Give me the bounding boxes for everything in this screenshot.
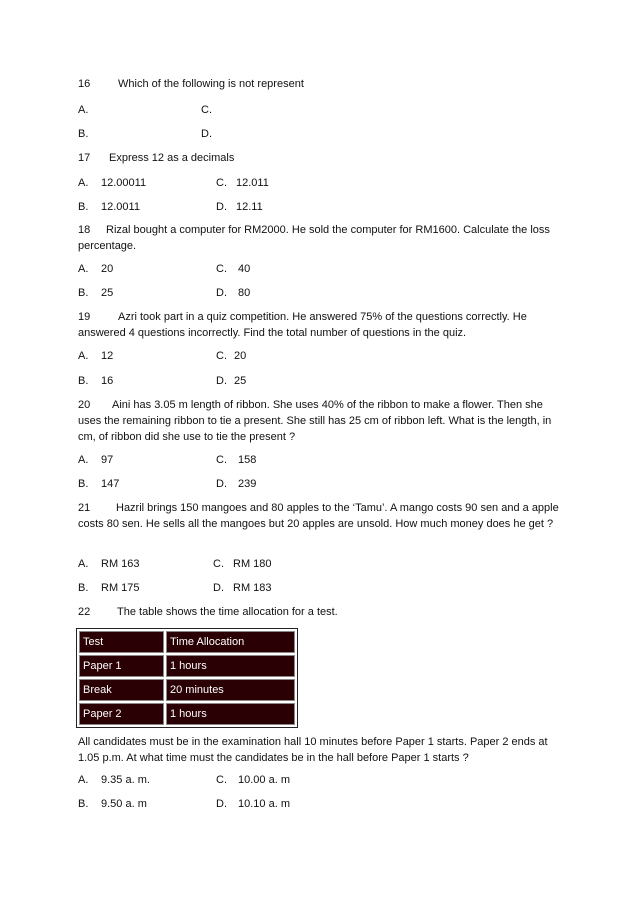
q17-option-c: 12.011 (236, 177, 269, 189)
q21-option-c: RM 180 (233, 558, 272, 570)
q17-text: Express 12 as a decimals (109, 152, 235, 164)
q22-letter-c: C. (216, 774, 227, 786)
q16-text: Which of the following is not represent (118, 78, 304, 90)
q16-letter-a: A. (78, 104, 89, 116)
q21-letter-c: C. (213, 558, 224, 570)
q18-number: 18 (78, 224, 91, 236)
q19-option-c: 20 (234, 350, 247, 362)
q20-letter-a: A. (78, 454, 89, 466)
q19-option-a: 12 (101, 350, 114, 362)
q19-option-d: 25 (234, 375, 247, 387)
q18-letter-c: C. (216, 263, 227, 275)
q22-letter-a: A. (78, 774, 89, 786)
table-cell: Time Allocation (166, 631, 295, 653)
q22-text: The table shows the time allocation for a test. (117, 606, 338, 618)
q18-option-c: 40 (238, 263, 251, 275)
q19-number: 19 (78, 311, 91, 323)
q22-after-table-text: All candidates must be in the examination hall 10 minutes before Paper 1 starts. Paper 2 ends at 1.05 p.m. At what time must the candidates be in the hall before Paper 1 starts ? (78, 736, 548, 764)
q16-letter-d: D. (201, 128, 212, 140)
q22-letter-d: D. (216, 798, 227, 810)
q19-letter-a: A. (78, 350, 89, 362)
table-row (79, 631, 295, 653)
q20-option-d: 239 (238, 478, 257, 490)
q20-option-b: 147 (101, 478, 120, 490)
q22-option-d: 10.10 a. m (238, 798, 290, 810)
q18-text: Rizal bought a computer for RM2000. He sold the computer for RM1600. Calculate the loss percentage. (78, 224, 550, 252)
q19-option-b: 16 (101, 375, 114, 387)
q22-number: 22 (78, 606, 91, 618)
time-allocation-table (76, 628, 298, 728)
q17-number: 17 (78, 152, 91, 164)
table-row (79, 703, 295, 725)
q21-text: Hazril brings 150 mangoes and 80 apples to the ‘Tamu’. A mango costs 90 sen and a apple costs 80 sen. He sells all the mangoes but 20 apples are unsold. How much money does he get ? (78, 502, 559, 530)
q21-option-b: RM 175 (101, 582, 140, 594)
q19-letter-c: C. (216, 350, 227, 362)
q17-letter-b: B. (78, 201, 89, 213)
q18-option-a: 20 (101, 263, 114, 275)
q20-option-a: 97 (101, 454, 114, 466)
q19-letter-d: D. (216, 375, 227, 387)
q22-letter-b: B. (78, 798, 89, 810)
q21-number: 21 (78, 502, 91, 514)
q21-letter-d: D. (213, 582, 224, 594)
table-row (79, 655, 295, 677)
q17-option-b: 12.0011 (101, 201, 140, 213)
q22-option-c: 10.00 a. m (238, 774, 290, 786)
table-cell: Test (79, 631, 164, 653)
q17-option-a: 12.00011 (101, 177, 147, 189)
q20-letter-b: B. (78, 478, 89, 490)
q16-number: 16 (78, 78, 91, 90)
q17-letter-d: D. (216, 201, 227, 213)
q21-option-a: RM 163 (101, 558, 140, 570)
q21-letter-a: A. (78, 558, 89, 570)
q20-letter-c: C. (216, 454, 227, 466)
table-row (79, 679, 295, 701)
q17-letter-c: C. (216, 177, 227, 189)
q21-option-d: RM 183 (233, 582, 272, 594)
q18-option-d: 80 (238, 287, 251, 299)
table-cell: Paper 1 (79, 655, 164, 677)
q18-letter-d: D. (216, 287, 227, 299)
q16-letter-b: B. (78, 128, 89, 140)
q17-option-d: 12.11 (236, 201, 263, 213)
q20-option-c: 158 (238, 454, 257, 466)
q17-letter-a: A. (78, 177, 89, 189)
table-cell: Break (79, 679, 164, 701)
table-cell: 1 hours (166, 655, 295, 677)
q21-letter-b: B. (78, 582, 89, 594)
table-cell: Paper 2 (79, 703, 164, 725)
q20-number: 20 (78, 399, 91, 411)
table-cell: 1 hours (166, 703, 295, 725)
q19-text: Azri took part in a quiz competition. He answered 75% of the questions correctly. He answered 4 questions incorrectly. Find the total number of questions in the quiz. (78, 311, 527, 339)
q22-option-a: 9.35 a. m. (101, 774, 150, 786)
q18-letter-b: B. (78, 287, 89, 299)
q20-letter-d: D. (216, 478, 227, 490)
q20-text: Aini has 3.05 m length of ribbon. She uses 40% of the ribbon to make a flower. Then she uses the remaining ribbon to tie a present. She still has 25 cm of ribbon left. What is the length, in cm, of ribbon did she use to tie the present ? (78, 399, 552, 443)
q18-option-b: 25 (101, 287, 114, 299)
q22-option-b: 9.50 a. m (101, 798, 147, 810)
q19-letter-b: B. (78, 375, 89, 387)
table-cell: 20 minutes (166, 679, 295, 701)
q16-letter-c: C. (201, 104, 212, 116)
q18-letter-a: A. (78, 263, 89, 275)
